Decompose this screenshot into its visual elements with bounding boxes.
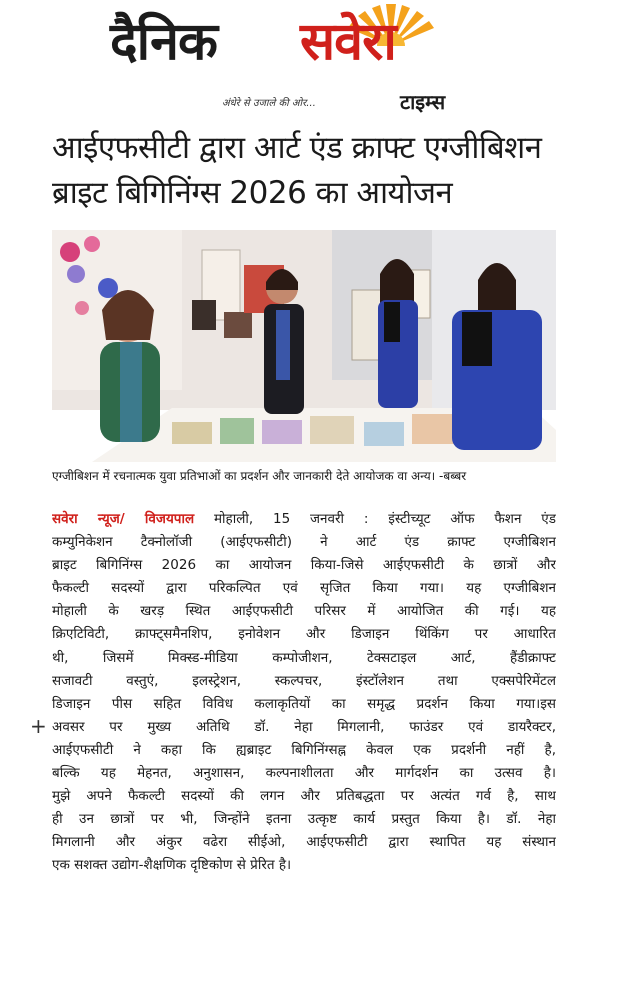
headline-block: [52, 126, 557, 216]
margin-plus-mark: +: [30, 714, 47, 738]
article-line-13: मुझे अपने फैकल्टी सदस्यों की लगन और प्रतिबद्धता पर अत्यंत गर्व है, साथ: [52, 788, 556, 805]
headline-line-1: आईएफसीटी द्वारा आर्ट एंड क्राफ्ट एग्जीबिशन: [52, 130, 542, 166]
article-line-16: एक सशक्त उद्योग-शैक्षणिक दृष्टिकोण से प्रेरित है।: [52, 857, 292, 874]
article-line-11: आईएफसीटी ने कहा कि ह्यब्राइट बिगिनिंग्सह्न केवल एक प्रदर्शनी नहीं है,: [52, 741, 556, 758]
photo-caption: एग्जीबिशन में रचनात्मक युवा प्रतिभाओं का प्रदर्शन और जानकारी देते आयोजक वा अन्य। -बब्बर: [52, 469, 467, 483]
article-line-8: सजावटी वस्तुएं, इलस्ट्रेशन, स्कल्पचर, इंस्टॉलेशन तथा एक्सपेरिमेंटल: [52, 672, 556, 689]
exhibition-photo-illustration: [52, 230, 556, 462]
headline-line-2: ब्राइट बिगिनिंग्स 2026 का आयोजन: [52, 175, 453, 211]
article-line-7: थी, जिसमें मिक्स्ड-मीडिया कम्पोजीशन, टेक्सटाइल आर्ट, हैंडीक्राफ्ट: [52, 649, 556, 666]
article-line-5: मोहाली के खरड़ स्थित आईएफसीटी परिसर में आयोजित की गई। यह: [52, 603, 556, 620]
article-line-12: बल्कि यह मेहनत, अनुशासन, कल्पनाशीलता और मार्गदर्शन का उत्सव है।: [52, 765, 556, 782]
article-line-4: फैकल्टी सदस्यों द्वारा परिकल्पित एवं सृजित किया गया। यह एग्जीबिशन: [52, 580, 556, 597]
article-line-15: मिगलानी और अंकुर वढेरा सीईओ, आईएफसीटी द्वारा स्थापित यह संस्थान: [52, 834, 556, 851]
article-line-1: [52, 508, 556, 531]
article-line-1-text: मोहाली, 15 जनवरी : इंस्टीच्यूट ऑफ फैशन एंड: [194, 511, 556, 527]
article-line-9: डिजाइन पीस सहित विविध कलाकृतियों का समृद्ध प्रदर्शन किया गया।इस: [52, 695, 556, 712]
dateline: सवेरा न्यूज/ विजयपाल: [52, 511, 195, 527]
article-line-3: ब्राइट बिगिनिंग्स 2026 का आयोजन किया-जिसे आईएफसीटी के छात्रों और: [52, 557, 556, 574]
exhibition-photo: [52, 230, 556, 462]
masthead: [100, 0, 490, 118]
article-body: [52, 508, 556, 878]
brand-name-part1: दैनिक: [110, 12, 217, 72]
article-line-14: ही उन छात्रों पर भी, जिन्होंने इतना उत्कृष्ट कार्य प्रस्तुत किया है। डॉ. नेहा: [52, 811, 556, 828]
article-line-6: क्रिएटिविटी, क्राफ्ट्समैनशिप, इनोवेशन और डिजाइन थिंकिंग पर आधारित: [52, 626, 556, 643]
brand-tagline: अंधेरे से उजाले की ओर...: [222, 98, 316, 109]
brand-subtitle: टाइम्स: [400, 90, 446, 114]
article-line-10: अवसर पर मुख्य अतिथि डॉ. नेहा मिगलानी, फाउंडर एवं डायरैक्टर,: [52, 718, 556, 735]
article-line-2: कम्युनिकेशन टैक्नोलॉजी (आईएफसीटी) ने आर्ट एंड क्राफ्ट एग्जीबिशन: [52, 534, 556, 551]
brand-name-part2: सवेरा: [300, 12, 396, 72]
